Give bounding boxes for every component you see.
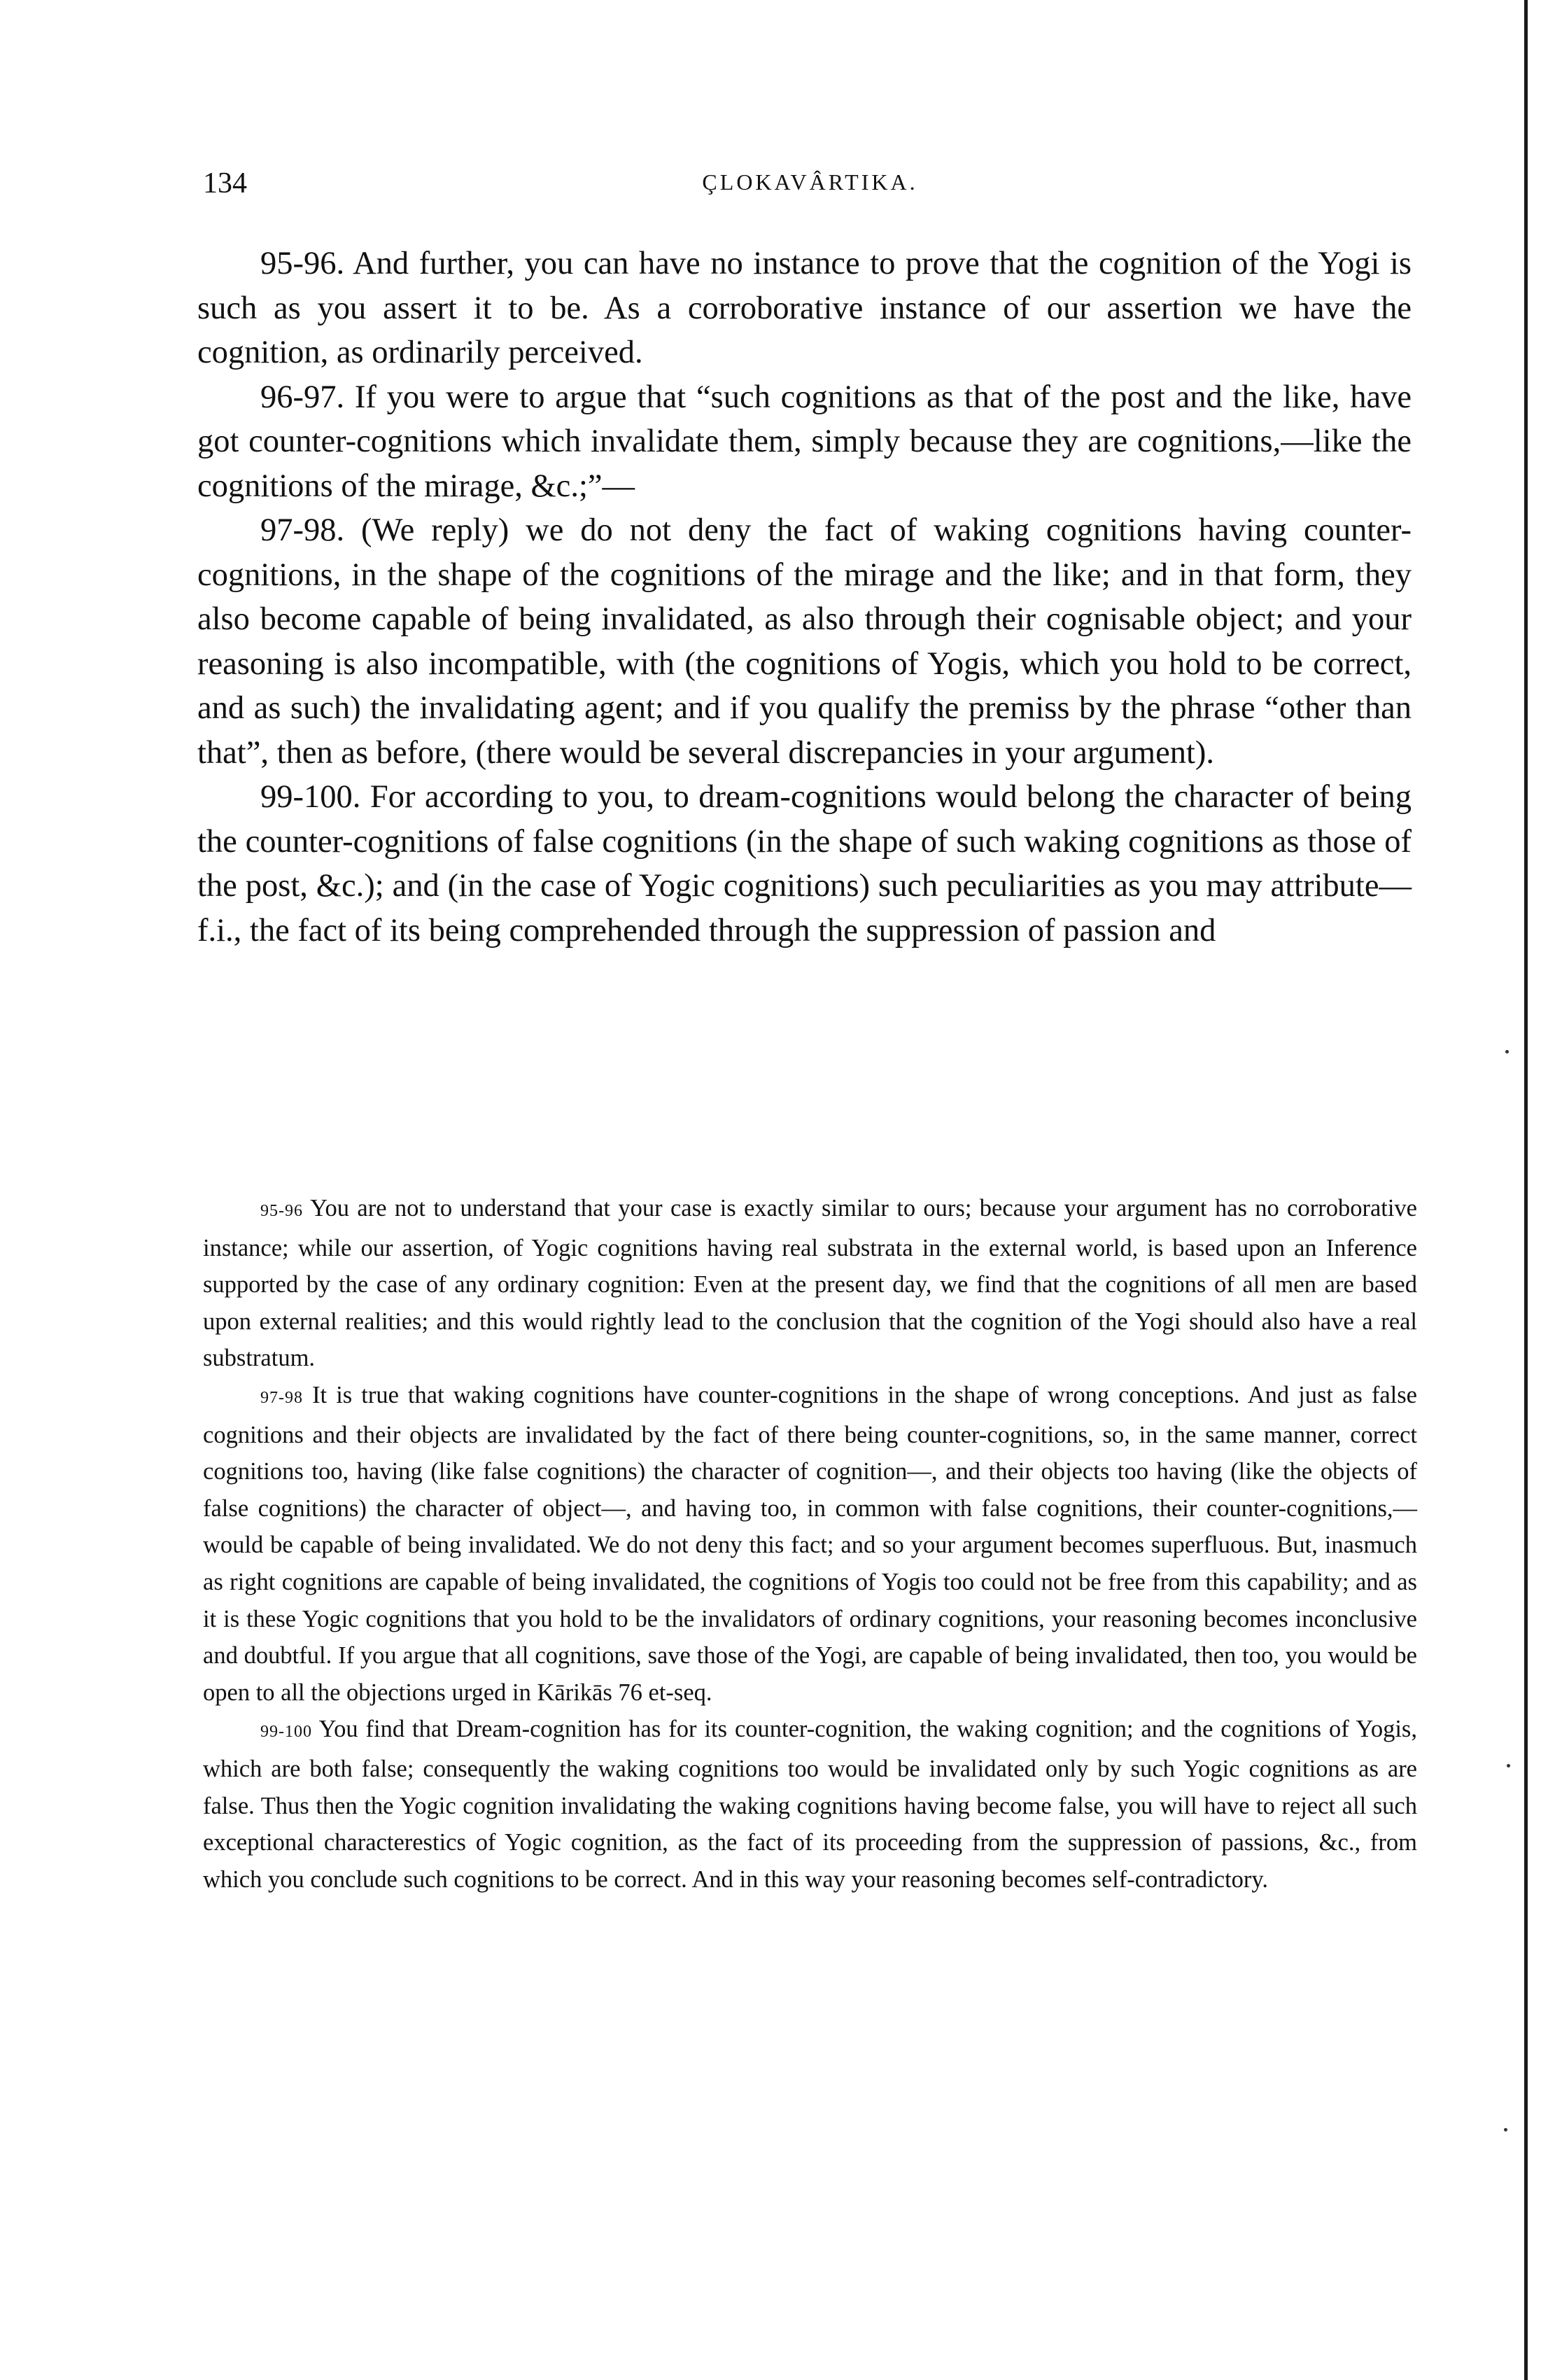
- footnote: [203, 1377, 1417, 1711]
- running-head: ÇLOKAVÂRTIKA.: [702, 169, 918, 195]
- main-paragraph: 95-96. And further, you can have no instance to prove that the cognition of the Yogi is such as you assert it to be. As a corroborative instance of our assertion we have the cognition, as ordinarily perceived.: [197, 246, 1412, 370]
- main-paragraph: 97-98. (We reply) we do not deny the fact of waking cognitions having counter-cognitions, in the shape of the cognitions of the mirage and the like; and in that form, they also become capable of being invalidated, as also through their cognisable object; and your reasoning is also incompatible, with (the cognitions of Yogis, which you hold to be correct, and as such) the invalidating agent; and if you qualify the premiss by the phrase “other than that”, then as before, (there would be several discrepancies in your argument).: [197, 512, 1412, 771]
- footnotes: [203, 1190, 1417, 1898]
- footnote-ref: 99-100: [260, 1723, 312, 1742]
- scan-specks: [1501, 0, 1515, 2380]
- footnote: [203, 1190, 1417, 1377]
- footnote: [203, 1711, 1417, 1898]
- main-paragraph: 99-100. For according to you, to dream-cognitions would belong the character of being the counter-cognitions of false cognitions (in the shape of such waking cognitions as those of the post, &c.); and (in the case of Yogic cognitions) such peculiarities as you may attribute—f.i., the fact of its being comprehended through the suppression of passion and: [197, 779, 1412, 948]
- footnote-ref: 97-98: [260, 1388, 303, 1407]
- scan-page-edge: [1524, 0, 1528, 2380]
- page-number: 134: [203, 167, 247, 200]
- main-text: [197, 241, 1412, 953]
- page-header: [203, 167, 1417, 209]
- footnote-ref: 95-96: [260, 1202, 303, 1220]
- footnote-text: It is true that waking cognitions have counter-cognitions in the shape of wrong conceptions. And just as false cognitions and their objects are invalidated by the fact of there being counter-cognitions, so, in the same manner, correct cognitions too, having (like false cognitions) the character of cognition—, and their objects too having (like the objects of false cognitions) the character of object—, and having too, in common with false cognitions, their counter-cognitions,—would be capable of being invalidated. We do not deny this fact; and so your argument becomes superfluous. But, inasmuch as right cognitions are capable of being invalidated, the cognitions of Yogis too could not be free from this capability; and as it is these Yogic cognitions that you hold to be the invalidators of ordinary cognitions, your reasoning becomes inconclusive and doubtful. If you argue that all cognitions, save those of the Yogi, are capable of being invalidated, then too, you would be open to all the objections urged in Kārikās 76 et-seq.: [203, 1381, 1417, 1706]
- main-paragraph: 96-97. If you were to argue that “such cognitions as that of the post and the like, have got counter-cognitions which invalidate them, simply because they are cognitions,—like the cognitions of the mirage, &c.;”—: [197, 379, 1412, 504]
- footnote-text: You find that Dream-cognition has for its counter-cognition, the waking cognition; and the cognitions of Yogis, which are both false; consequently the waking cognitions too would be invalidated only by such Yogic cognitions as are false. Thus then the Yogic cognition invalidating the waking cognitions having become false, you will have to reject all such exceptional characterestics of Yogic cognition, as the fact of its proceeding from the suppression of passions, &c., from which you conclude such cognitions to be correct. And in this way your reasoning becomes self-contradictory.: [203, 1716, 1417, 1893]
- footnote-text: You are not to understand that your case is exactly similar to ours; because your argument has no corroborative instance; while our assertion, of Yogic cognitions having real substrata in the external world, is based upon an Inference supported by the case of any ordinary cognition: Even at the present day, we find that the cognitions of all men are based upon external realities; and this would rightly lead to the conclusion that the cognition of the Yogi should also have a real substratum.: [203, 1195, 1417, 1372]
